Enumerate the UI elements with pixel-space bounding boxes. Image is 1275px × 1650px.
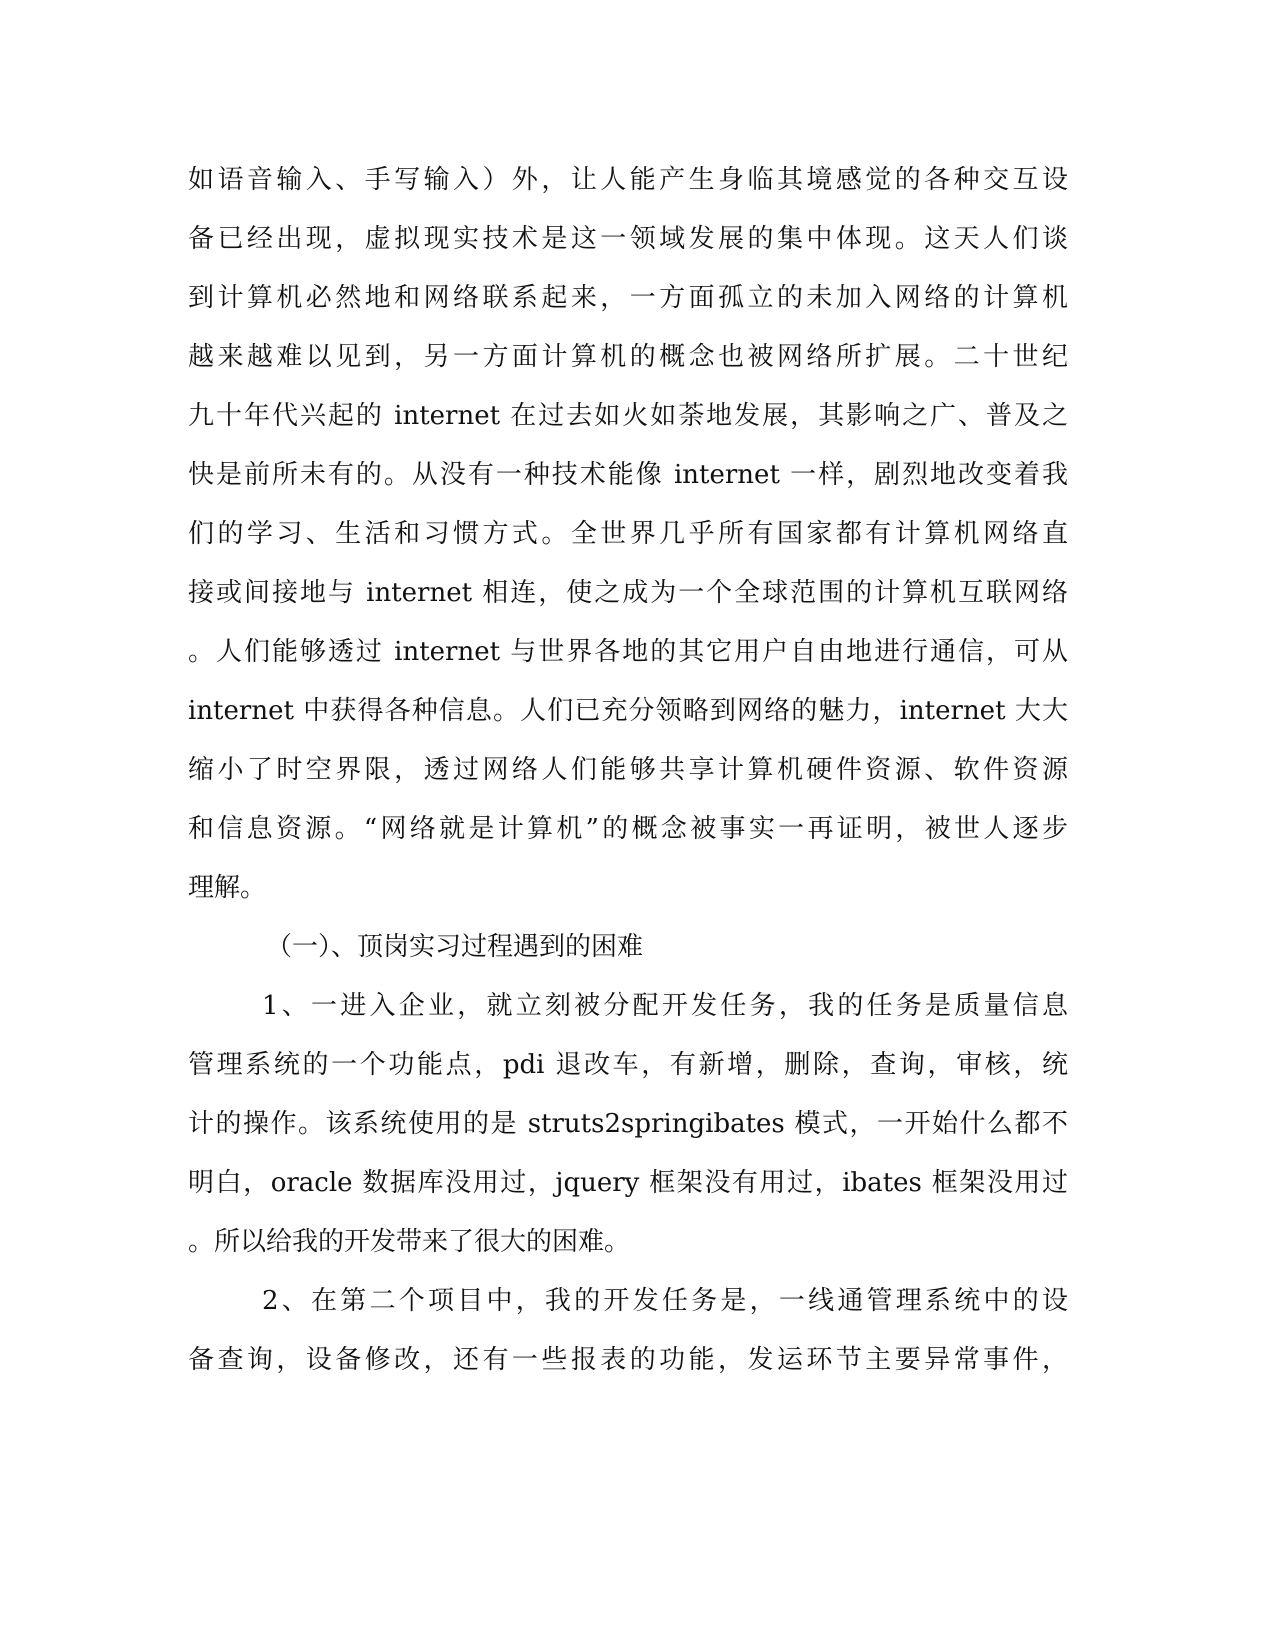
text-line: 快是前所未有的。从没有一种技术能像 internet 一样，剧烈地改变着我 (188, 460, 1068, 490)
text-line: 到计算机必然地和网络联系起来，一方面孤立的未加入网络的计算机 (188, 283, 1068, 313)
text-line: 计的操作。该系统使用的是 struts2springibates 模式，一开始什么都不 (188, 1109, 1068, 1139)
text-line: 接或间接地与 internet 相连，使之成为一个全球范围的计算机互联网络 (188, 578, 1068, 608)
text-line: 如语音输入、手写输入）外，让人能产生身临其境感觉的各种交互设 (188, 165, 1068, 195)
text-line: 们的学习、生活和习惯方式。全世界几乎所有国家都有计算机网络直 (188, 519, 1068, 549)
text-line: 理解。 (188, 873, 267, 903)
text-line: 备查询，设备修改，还有一些报表的功能，发运环节主要异常事件， (188, 1345, 1068, 1375)
text-line: 缩小了时空界限，透过网络人们能够共享计算机硬件资源、软件资源 (188, 755, 1068, 785)
text-line: 2、在第二个项目中，我的开发任务是，一线通管理系统中的设 (262, 1286, 1068, 1316)
text-line: internet 中获得各种信息。人们已充分领略到网络的魅力，internet 大大 (188, 696, 1068, 726)
text-line: 1、一进入企业，就立刻被分配开发任务，我的任务是质量信息 (262, 991, 1068, 1021)
text-line: 和信息资源。“网络就是计算机”的概念被事实一再证明，被世人逐步 (188, 814, 1068, 844)
text-line: 越来越难以见到，另一方面计算机的概念也被网络所扩展。二十世纪 (188, 342, 1068, 372)
text-line: 明白，oracle 数据库没用过，jquery 框架没有用过，ibates 框架没用过 (188, 1168, 1068, 1198)
text-line: 九十年代兴起的 internet 在过去如火如荼地发展，其影响之广、普及之 (188, 401, 1068, 431)
text-line: 。人们能够透过 internet 与世界各地的其它用户自由地进行通信，可从 (188, 637, 1068, 667)
section-heading: （一）、顶岗实习过程遇到的困难 (266, 932, 644, 962)
text-line: 。所以给我的开发带来了很大的困难。 (188, 1227, 631, 1257)
text-line: 管理系统的一个功能点，pdi 退改车，有新增，删除，查询，审核，统 (188, 1050, 1068, 1080)
text-line: 备已经出现，虚拟现实技术是这一领域发展的集中体现。这天人们谈 (188, 224, 1068, 254)
